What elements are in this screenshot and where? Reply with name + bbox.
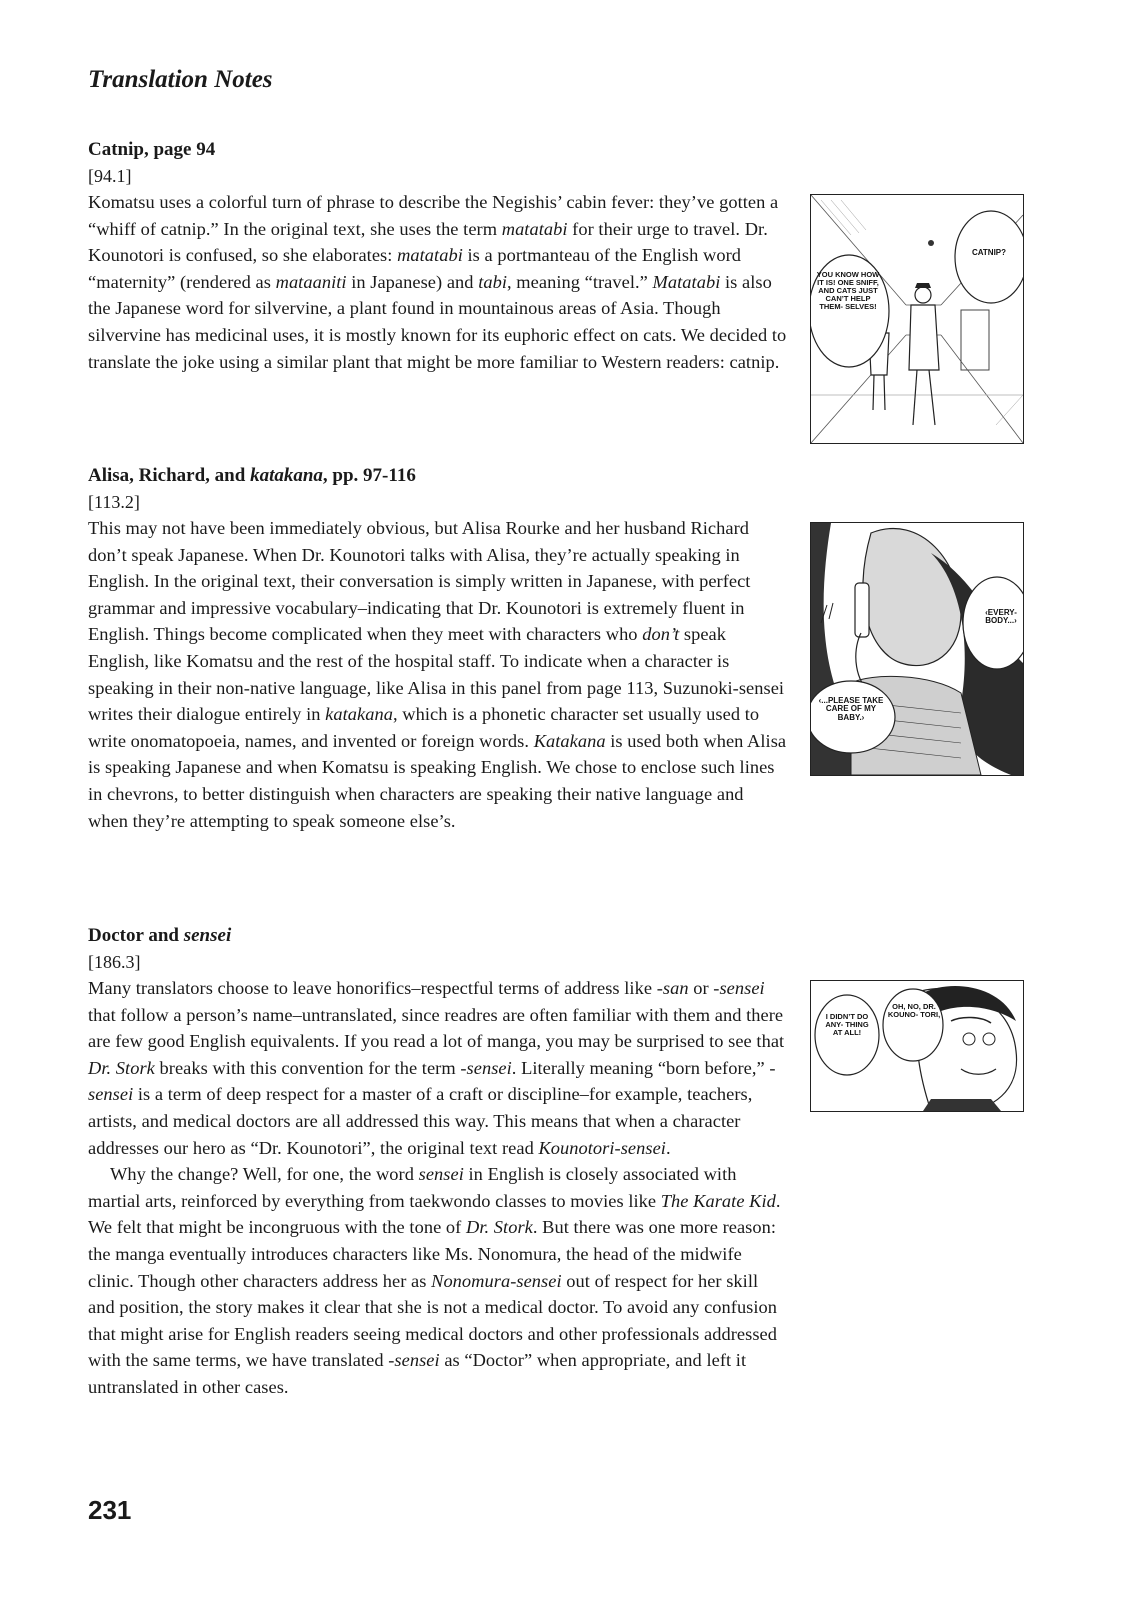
body-text: Komatsu uses a colorful turn of phrase to describe the Negishis’ cabin fever: they’ve gotten a “whiff of catnip.” In the original text, she uses the term xyxy=(88,192,779,239)
body-text: is a portmanteau of the English word “maternity” (rendered as xyxy=(88,245,742,292)
note-paragraph xyxy=(88,189,788,375)
body-text: , which is a phonetic character set usually used to write onomatopoeia, names, and invented or foreign words. xyxy=(88,704,760,751)
italic-text: -sensei xyxy=(713,978,765,998)
bubble-text-right: OH, NO, DR. KOUNO- TORI, xyxy=(887,1002,941,1019)
body-text: speak English, like Komatsu and the rest of the hospital staff. To indicate when a character is speaking in their non-native language, like Alisa in this panel from page 113, Suzunoki-sensei writes their dialogue entirely in xyxy=(88,624,785,725)
bubble-text-right: CATNIP? xyxy=(971,248,1007,257)
italic-text: -sensei xyxy=(388,1350,440,1371)
italic-text: -sensei xyxy=(88,1057,776,1105)
italic-text: matatabi xyxy=(397,245,463,266)
italic-text: Kounotori-sensei xyxy=(538,1137,666,1158)
note-heading-text: , pp. 97-116 xyxy=(322,465,416,486)
italic-text: Katakana xyxy=(533,730,606,751)
italic-text: don’t xyxy=(642,624,680,645)
body-text: . Literally meaning “born before,” xyxy=(511,1057,770,1078)
italic-text: -sensei xyxy=(460,1057,512,1078)
body-text: breaks with this convention for the term xyxy=(154,1057,461,1078)
note-body xyxy=(88,975,788,1401)
note-katakana xyxy=(88,462,788,834)
bubble-text-left: I DIDN’T DO ANY- THING AT ALL! xyxy=(825,1012,869,1037)
note-paragraph xyxy=(88,515,788,834)
note-paragraph xyxy=(88,975,788,1161)
note-paragraph xyxy=(88,1161,788,1400)
italic-text: mataaniti xyxy=(275,271,347,292)
italic-text: Nonomura-sensei xyxy=(431,1270,562,1291)
body-text: that follow a person’s name–untranslated, since readres are often familiar with them and there are few good English equivalents. If you read a lot of manga, you may be surprised to see that xyxy=(88,1004,785,1052)
note-catnip xyxy=(88,136,788,375)
note-heading-emphasis: sensei xyxy=(183,925,232,946)
note-reference: [186.3] xyxy=(88,952,141,972)
manga-panel-doctor xyxy=(810,980,1024,1112)
note-heading-text: Doctor and xyxy=(88,925,184,946)
italic-text: Dr. Stork xyxy=(466,1217,533,1238)
body-text: in English is closely associated with martial arts, reinforced by everything from taekwondo classes to movies like xyxy=(88,1164,737,1211)
note-heading xyxy=(88,922,788,949)
note-heading-emphasis: katakana xyxy=(250,465,323,486)
body-text: . But there was one more reason: the manga eventually introduces characters like Ms. Nonomura, the head of the midwife clinic. Though other characters address her as xyxy=(88,1217,777,1291)
body-text: is also the Japanese word for silvervine, a plant found in mountainous areas of Asia. Though silvervine has medicinal uses, it is mostly known for its euphoric effect on cats. We decided to translate the joke using a similar plant that might be more familiar to Western readers: catnip. xyxy=(88,271,787,372)
note-heading-text: Catnip, page 94 xyxy=(88,139,216,160)
page-title: Translation Notes xyxy=(88,66,273,93)
body-text: Why the change? Well, for one, the word xyxy=(110,1164,419,1185)
body-text: or xyxy=(688,978,714,998)
note-reference: [94.1] xyxy=(88,166,132,186)
body-text: is used both when Alisa is speaking Japanese and when Komatsu is speaking English. We chose to enclose such lines in chevrons, to better distinguish when characters are speaking their native language and when they’re attempting to speak someone else’s. xyxy=(88,730,787,831)
body-text: This may not have been immediately obvious, but Alisa Rourke and her husband Richard don’t speak Japanese. When Dr. Kounotori talks with Alisa, they’re actually speaking in English. In the original text, their conversation is simply written in Japanese, with perfect grammar and impressive vocabulary–indicating that Dr. Kounotori is extremely fluent in English. Things become complicated when they meet with characters who xyxy=(88,518,751,645)
note-sensei xyxy=(88,922,788,1401)
body-text: as “Doctor” when appropriate, and left it untranslated in other cases. xyxy=(88,1350,747,1397)
note-heading xyxy=(88,136,788,163)
italic-text: katakana xyxy=(325,704,393,725)
italic-text: sensei xyxy=(418,1164,464,1185)
note-heading-text: Alisa, Richard, and xyxy=(88,465,251,486)
italic-text: Dr. Stork xyxy=(88,1057,155,1078)
italic-text: The Karate Kid xyxy=(660,1190,776,1211)
italic-text: -san xyxy=(656,978,689,998)
bubble-text-left: YOU KNOW HOW IT IS! ONE SNIFF, AND CATS JUST CAN’T HELP THEM- SELVES! xyxy=(816,270,880,311)
note-reference: [113.2] xyxy=(88,492,140,512)
body-text: , meaning “travel.” xyxy=(507,271,653,292)
italic-text: matatabi xyxy=(501,218,568,239)
note-heading xyxy=(88,462,788,489)
note-body xyxy=(88,189,788,375)
bubble-text-bottom: ‹...PLEASE TAKE CARE OF MY BABY.› xyxy=(818,696,884,722)
body-text: for their urge to travel. Dr. Kounotori is confused, so she elaborates: xyxy=(88,218,768,266)
body-text: Many translators choose to leave honorifics–respectful terms of address like xyxy=(88,978,657,998)
body-text: . We felt that might be incongruous with the tone of xyxy=(88,1190,781,1238)
body-text: is a term of deep respect for a master of a craft or discipline–for example, teachers, artists, and medical doctors are all addressed this way. This means that when a character addresses our hero as “Dr. Kounotori”, the original text read xyxy=(88,1084,753,1158)
body-text: in Japanese) and xyxy=(346,271,479,292)
italic-text: tabi xyxy=(478,271,508,292)
page-number: 231 xyxy=(88,1495,132,1525)
speech-bubble-right xyxy=(949,209,1024,309)
manga-panel-alisa xyxy=(810,522,1024,776)
speech-bubble-right xyxy=(879,985,949,1075)
body-text: . xyxy=(665,1137,671,1158)
bubble-text-top: ‹EVERY- BODY...› xyxy=(985,608,1017,626)
note-body xyxy=(88,515,788,834)
manga-panel-catnip xyxy=(810,194,1024,444)
italic-text: Matatabi xyxy=(652,271,721,292)
body-text: out of respect for her skill and position, the story makes it clear that she is not a medical doctor. To avoid any confusion that might arise for English readers seeing medical doctors and other professionals addressed with the same terms, we have translated xyxy=(88,1270,778,1371)
